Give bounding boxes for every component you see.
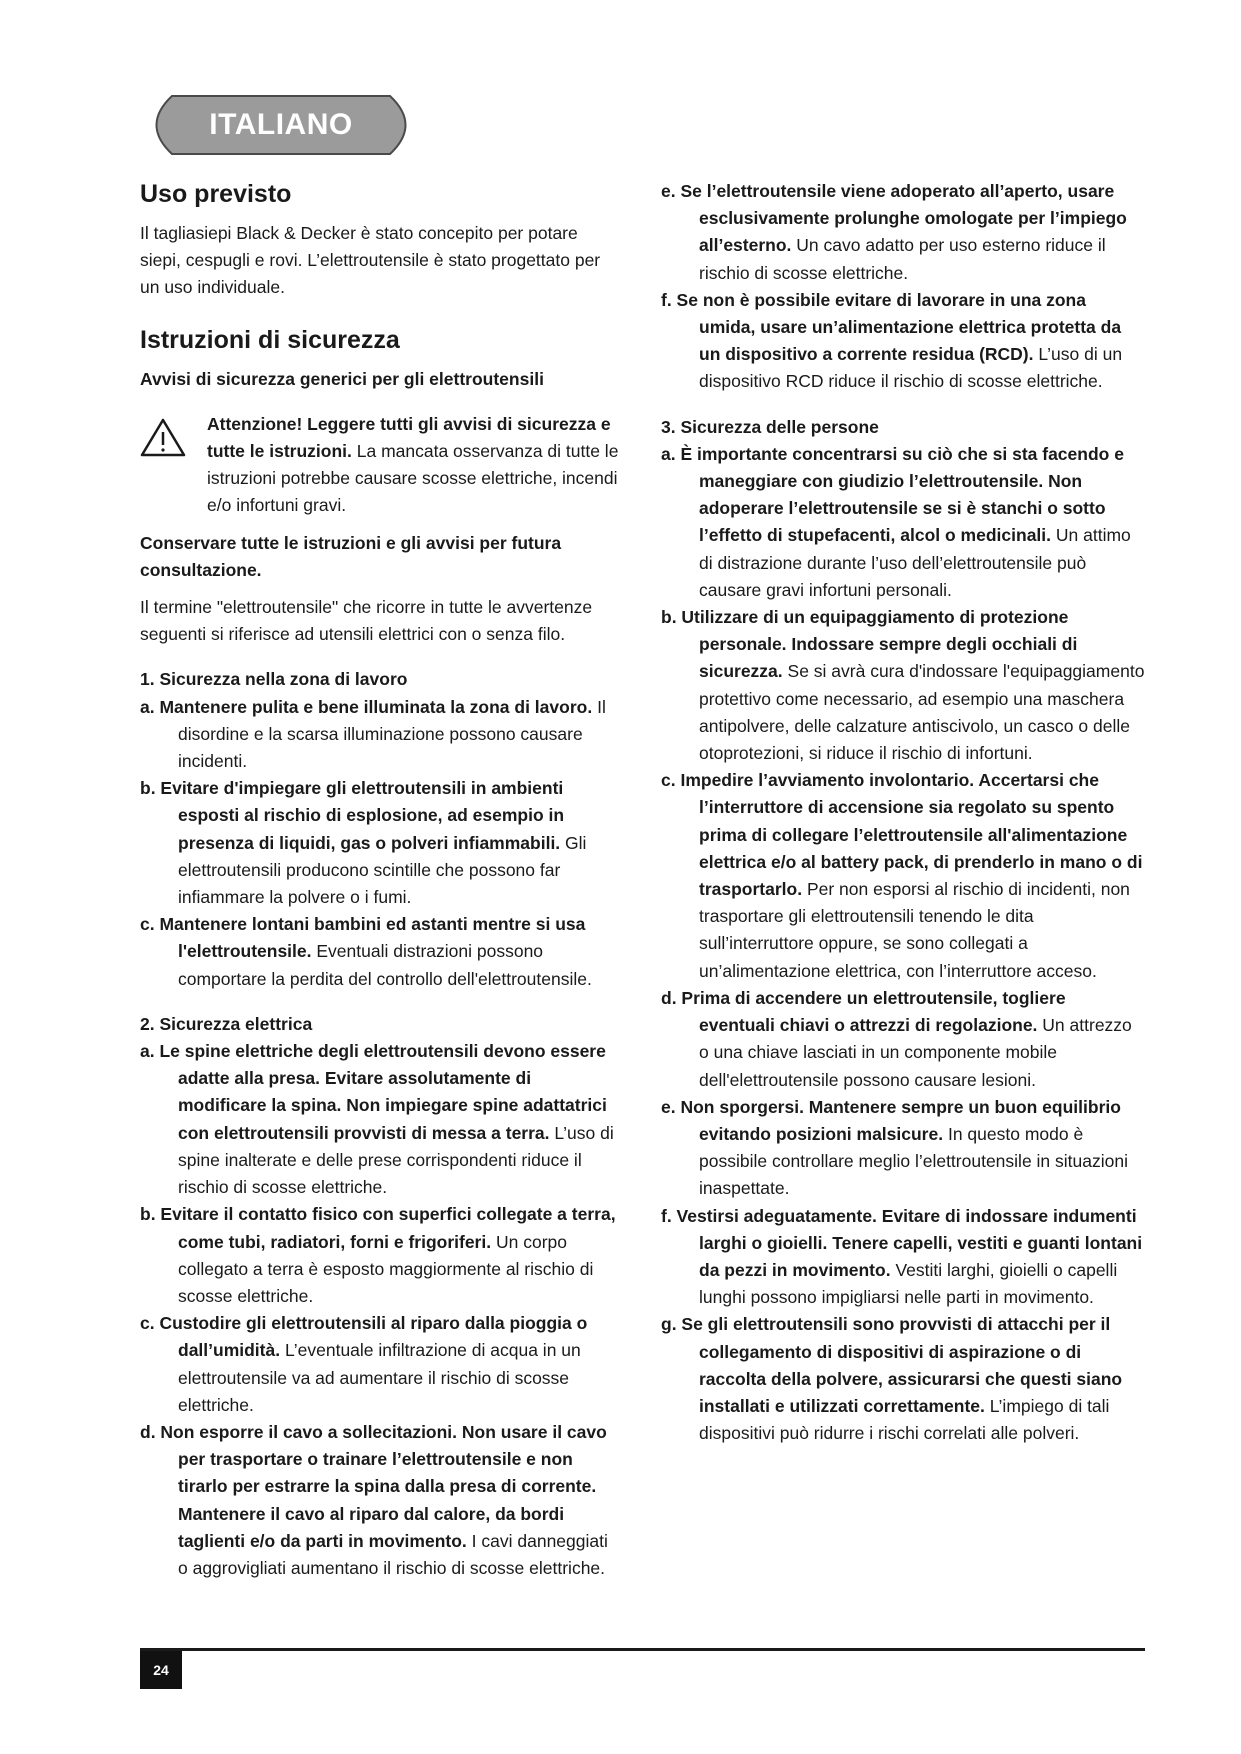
uso-previsto-title: Uso previsto bbox=[140, 180, 292, 208]
language-badge bbox=[140, 94, 422, 156]
warning-block bbox=[140, 411, 620, 520]
section-2-title: 2. Sicurezza elettrica bbox=[140, 1013, 313, 1034]
list-item: b. Evitare il contatto fisico con superfici collegate a terra, come tubi, radiatori, forni e frigoriferi. Un corpo collegato a terra è esposto maggiormente al rischio di scosse elettriche. bbox=[140, 1204, 616, 1306]
list-item: d. Non esporre il cavo a sollecitazioni. Non usare il cavo per trasportare o trainare l’elettroutensile e non tirarlo per estrarre la spina dalla presa di corrente. Mantenere il cavo al riparo dal calore, da bordi taglienti e/o da parti in movimento. I cavi danneggiati o aggrovigliati aumentano il rischio di scosse elettriche. bbox=[140, 1421, 608, 1578]
termine-text: Il termine "elettroutensile" che ricorre in tutte le avvertenze seguenti si riferisce ad utensili elettrici con o senza filo. bbox=[140, 597, 593, 645]
section-3-title: 3. Sicurezza delle persone bbox=[661, 416, 879, 437]
left-column bbox=[140, 178, 620, 1582]
list-item: e. Se l’elettroutensile viene adoperato all’aperto, usare esclusivamente prolunghe omologate per l’impiego all’esterno. Un cavo adatto per uso esterno riduce il rischio di scosse elettriche. bbox=[661, 181, 1127, 283]
list-item: b. Evitare d'impiegare gli elettroutensili in ambienti esposti al rischio di esplosione, ad esempio in presenza di liquidi, gas o polveri infiammabili. Gli elettroutensili producono scintille che possono far infiammare la polvere o i fumi. bbox=[140, 778, 587, 908]
list-item: a. Le spine elettriche degli elettroutensili devono essere adatte alla presa. Evitare assolutamente di modificare la spina. Non impiegare spine adattatrici con elettroutensili provvisti di messa a terra. L’uso di spine inalterate e delle prese corrispondenti riduce il rischio di scosse elettriche. bbox=[140, 1041, 614, 1198]
list-item: g. Se gli elettroutensili sono provvisti di attacchi per il collegamento di dispositivi di aspirazione o di raccolta della polvere, assicurarsi che questi siano installati e utilizzati correttamente. L’impiego di tali dispositivi può ridurre i rischi correlati alle polveri. bbox=[661, 1314, 1123, 1444]
avvisi-title: Avvisi di sicurezza generici per gli elettroutensili bbox=[140, 368, 544, 389]
list-item: d. Prima di accendere un elettroutensile, togliere eventuali chiavi o attrezzi di regolazione. Un attrezzo o una chiave lasciati in un componente mobile dell'elettroutensile possono causare lesioni. bbox=[661, 987, 1132, 1090]
warning-triangle-icon bbox=[140, 417, 186, 457]
istruzioni-sicurezza-title: Istruzioni di sicurezza bbox=[140, 325, 400, 354]
list-item: a. Mantenere pulita e bene illuminata la zona di lavoro. Il disordine e la scarsa illuminazione possono causare incidenti. bbox=[140, 696, 606, 772]
list-item: a. È importante concentrarsi su ciò che si sta facendo e maneggiare con giudizio l’elettroutensile. Non adoperare l’elettroutensile se si è stanchi o sotto l’effetto di stupefacenti, alcol o medicinali. Un attimo di distrazione durante l’uso dell’elettroutensile può causare gravi infortuni personali. bbox=[661, 443, 1131, 600]
list-item: f. Se non è possibile evitare di lavorare in una zona umida, usare un’alimentazione elettrica protetta da un dispositivo a corrente residua (RCD). L’uso di un dispositivo RCD riduce il rischio di scosse elettriche. bbox=[661, 289, 1123, 392]
right-column bbox=[661, 178, 1146, 1447]
language-label: ITALIANO bbox=[209, 108, 353, 141]
footer-rule bbox=[140, 1648, 1145, 1651]
list-item: b. Utilizzare di un equipaggiamento di protezione personale. Indossare sempre degli occhiali di sicurezza. Se si avrà cura d'indossare l'equipaggiamento protettivo come necessario, ad esempio una maschera antipolvere, delle calzature antiscivolo, un casco o delle otoprotezioni, si riduce il rischio di infortuni. bbox=[661, 607, 1145, 764]
page-number: 24 bbox=[140, 1651, 182, 1689]
warning-text: La mancata osservanza di tutte le istruzioni potrebbe causare scosse elettriche, incendi e/o infortuni gravi. bbox=[207, 441, 619, 516]
warning-bold: Attenzione! Leggere tutti gli avvisi di sicurezza e tutte le istruzioni. bbox=[207, 413, 611, 462]
section-1-title: 1. Sicurezza nella zona di lavoro bbox=[140, 669, 408, 690]
uso-previsto-text: Il tagliasiepi Black & Decker è stato concepito per potare siepi, cespugli e rovi. L’elettroutensile è stato progettato per un uso individuale. bbox=[140, 223, 601, 298]
list-item: e. Non sporgersi. Mantenere sempre un buon equilibrio evitando posizioni malsicure. In questo modo è possibile controllare meglio l’elettroutensile in situazioni inaspettate. bbox=[661, 1096, 1128, 1199]
list-item: c. Mantenere lontani bambini ed astanti mentre si usa l'elettroutensile. Eventuali distrazioni possono comportare la perdita del controllo dell'elettroutensile. bbox=[140, 914, 592, 989]
list-item: f. Vestirsi adeguatamente. Evitare di indossare indumenti larghi o gioielli. Tenere capelli, vestiti e guanti lontani da pezzi in movimento. Vestiti larghi, gioielli o capelli lunghi possono impigliarsi nelle parti in movimento. bbox=[661, 1205, 1143, 1308]
list-item: c. Impedire l’avviamento involontario. Accertarsi che l’interruttore di accensione sia regolato su spento prima di collegare l’elettroutensile all'alimentazione elettrica e/o al battery pack, di prenderlo in mano o di trasportarlo. Per non esporsi al rischio di incidenti, non trasportare gli elettroutensili tenendo le dita sull’interruttore oppure, se sono collegati a un’alimentazione elettrica, con l’interruttore acceso. bbox=[661, 770, 1143, 981]
conservare-text: Conservare tutte le istruzioni e gli avvisi per futura consultazione. bbox=[140, 532, 562, 580]
list-item: c. Custodire gli elettroutensili al riparo dalla pioggia o dall’umidità. L’eventuale infiltrazione di acqua in un elettroutensile va ad aumentare il rischio di scosse elettriche. bbox=[140, 1313, 588, 1415]
